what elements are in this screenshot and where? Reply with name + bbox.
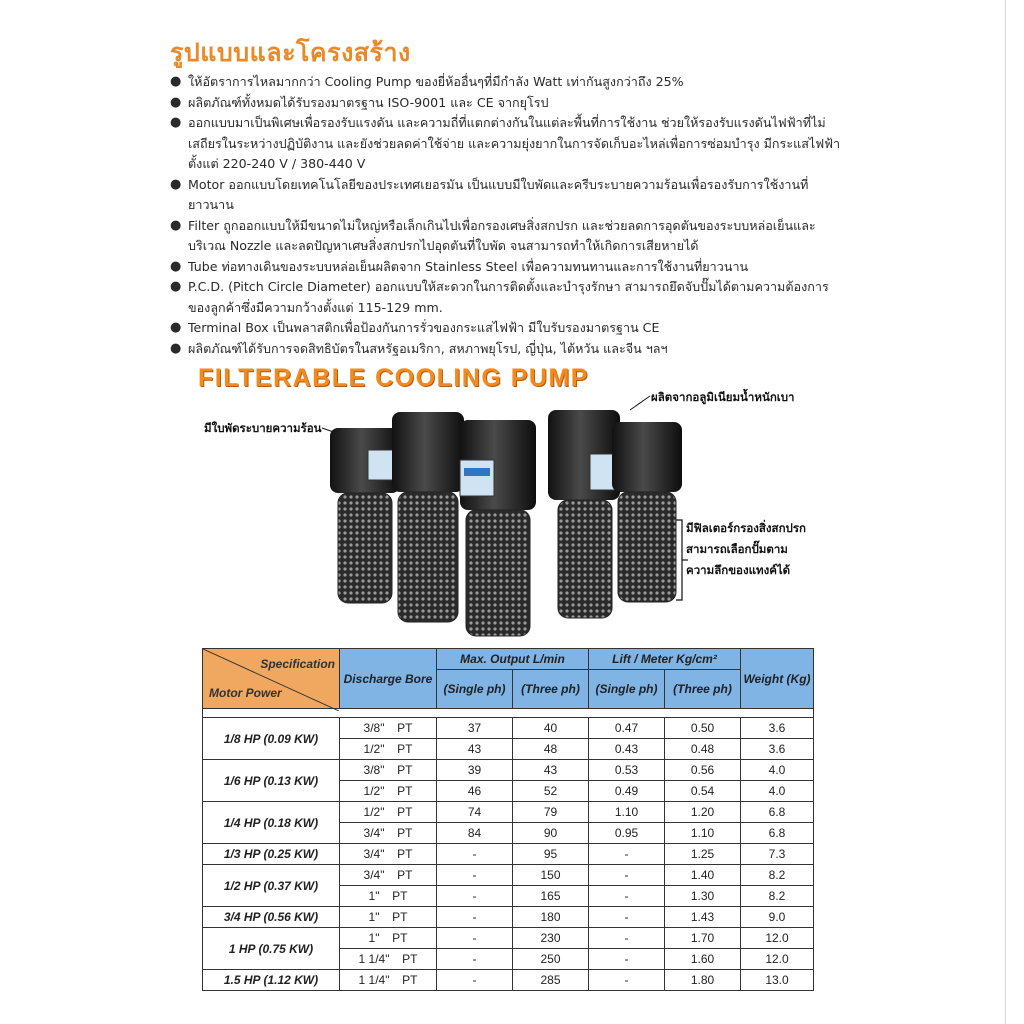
bore-cell: 1" PT — [340, 907, 437, 928]
bullet-icon: ● — [170, 74, 182, 89]
motor-power-cell: 1/2 HP (0.37 KW) — [203, 865, 340, 907]
lift-single-cell: 0.53 — [589, 760, 665, 781]
output-single-cell: - — [437, 865, 513, 886]
feature-item: ● P.C.D. (Pitch Circle Diameter) ออกแบบให้สะดวกในการติดตั้งและบำรุงรักษา สามารถยึดจับปั๊มได้ตามความต้องการของลูกค้าซึ่งมีความกว้างตั้งแต่ 115-129 mm. — [170, 279, 829, 315]
lift-three-cell: 1.30 — [665, 886, 741, 907]
lift-single-cell: - — [589, 907, 665, 928]
bore-cell: 1 1/4" PT — [340, 970, 437, 991]
output-single-cell: 43 — [437, 739, 513, 760]
pump-5 — [612, 422, 682, 602]
output-single-cell: - — [437, 949, 513, 970]
weight-cell: 8.2 — [741, 865, 814, 886]
feature-item: ● Terminal Box เป็นพลาสติกเพื่อป้องกันการรั่วของกระแสไฟฟ้า มีใบรับรองมาตรฐาน CE — [170, 318, 850, 339]
output-single-cell: - — [437, 970, 513, 991]
lift-single-cell: 0.47 — [589, 718, 665, 739]
lift-three-header: (Three ph) — [665, 670, 741, 709]
bullet-icon: ● — [170, 320, 182, 335]
weight-cell: 3.6 — [741, 718, 814, 739]
feature-item: ● Motor ออกแบบโดยเทคโนโลยีของประเทศเยอรมัน เป็นแบบมีใบพัดและครีบระบายความร้อนเพื่อรองรับการใช้งานที่ยาวนาน — [170, 176, 809, 212]
lift-single-cell: - — [589, 928, 665, 949]
lift-single-cell: 0.95 — [589, 823, 665, 844]
table-row — [203, 865, 814, 886]
output-three-cell: 52 — [513, 781, 589, 802]
feature-item: ● ผลิตภัณฑ์ทั้งหมดได้รับรองมาตรฐาน ISO-9001 และ CE จากยุโรป — [170, 93, 850, 114]
bore-cell: 1" PT — [340, 886, 437, 907]
output-single-cell: - — [437, 844, 513, 865]
weight-cell: 8.2 — [741, 886, 814, 907]
bore-cell: 3/8" PT — [340, 760, 437, 781]
weight-cell: 13.0 — [741, 970, 814, 991]
feature-item: ● ให้อัตราการไหลมากกว่า Cooling Pump ของยี่ห้ออื่นๆที่มีกำลัง Watt เท่ากันสูงกว่าถึง 25% — [170, 72, 850, 93]
bore-cell: 3/8" PT — [340, 718, 437, 739]
weight-cell: 6.8 — [741, 802, 814, 823]
table-row — [203, 802, 814, 823]
output-three-cell: 285 — [513, 970, 589, 991]
output-single-cell: - — [437, 928, 513, 949]
lift-three-cell: 1.40 — [665, 865, 741, 886]
discharge-header: Discharge Bore — [340, 649, 437, 709]
motor-power-cell: 1/8 HP (0.09 KW) — [203, 718, 340, 760]
output-three-cell: 180 — [513, 907, 589, 928]
feature-item: ● ออกแบบมาเป็นพิเศษเพื่อรองรับแรงดัน และความถี่ที่แตกต่างกันในแต่ละพื้นที่การใช้งาน ช่วยให้รองรับแรงดันไฟฟ้าที่ไม่เสถียรในระหว่างปฏิบัติงาน และยังช่วยลดค่าใช้จ่าย และความยุ่งยากในการจัดเก็บอะไหล่เพื่อการซ่อมบำรุง มีกระแสไฟฟ้าตั้งแต่ 220-240 V / 380-440 V — [170, 115, 841, 171]
output-single-cell: 74 — [437, 802, 513, 823]
output-three-cell: 165 — [513, 886, 589, 907]
motor-power-cell: 1 HP (0.75 KW) — [203, 928, 340, 970]
bore-cell: 1" PT — [340, 928, 437, 949]
output-three-cell: 90 — [513, 823, 589, 844]
lift-three-cell: 1.70 — [665, 928, 741, 949]
feature-item: ● Tube ท่อทางเดินของระบบหล่อเย็นผลิตจาก Stainless Steel เพื่อความทนทานและการใช้งานที่ยาวนาน — [170, 257, 850, 278]
lift-single-cell: 0.49 — [589, 781, 665, 802]
output-single-cell: 37 — [437, 718, 513, 739]
motor-power-cell: 1/4 HP (0.18 KW) — [203, 802, 340, 844]
bullet-icon: ● — [170, 94, 182, 110]
spec-table — [202, 648, 814, 991]
section-title: รูปแบบและโครงสร้าง — [170, 38, 411, 67]
feature-item: ● ผลิตภัณฑ์ได้รับการจดสิทธิบัตรในสหรัฐอเมริกา, สหภาพยุโรป, ญี่ปุ่น, ไต้หวัน และจีน ฯลฯ — [170, 339, 850, 360]
bore-cell: 3/4" PT — [340, 823, 437, 844]
lift-single-header: (Single ph) — [589, 670, 665, 709]
weight-cell: 12.0 — [741, 949, 814, 970]
bullet-icon: ● — [170, 217, 182, 233]
output-three-cell: 48 — [513, 739, 589, 760]
bore-cell: 3/4" PT — [340, 865, 437, 886]
output-single-header: (Single ph) — [437, 670, 513, 709]
motor-power-cell: 3/4 HP (0.56 KW) — [203, 907, 340, 928]
motor-power-cell: 1/3 HP (0.25 KW) — [203, 844, 340, 865]
pump-4 — [548, 410, 622, 618]
output-header: Max. Output L/min — [437, 649, 589, 670]
lift-single-cell: - — [589, 844, 665, 865]
output-three-header: (Three ph) — [513, 670, 589, 709]
corner-spec-label: Specification — [260, 657, 335, 671]
lift-three-cell: 1.25 — [665, 844, 741, 865]
output-three-cell: 150 — [513, 865, 589, 886]
bore-cell: 1/2" PT — [340, 739, 437, 760]
lift-three-cell: 1.60 — [665, 949, 741, 970]
filter-annotation-line: สามารถเลือกปั๊มตาม — [686, 542, 788, 556]
lift-three-cell: 1.43 — [665, 907, 741, 928]
weight-cell: 9.0 — [741, 907, 814, 928]
bullet-icon: ● — [170, 115, 182, 130]
pump-illustration — [300, 398, 700, 638]
bore-cell: 1 1/4" PT — [340, 949, 437, 970]
motor-power-cell: 1.5 HP (1.12 KW) — [203, 970, 340, 991]
filter-annotation-line: ความลึกของแทงค์ได้ — [686, 563, 791, 577]
table-row — [203, 718, 814, 739]
weight-cell: 12.0 — [741, 928, 814, 949]
feature-item: ● Filter ถูกออกแบบให้มีขนาดไม่ใหญ่หรือเล็กเกินไปเพื่อกรองเศษสิ่งสกปรก และช่วยลดการอุดตันของระบบหล่อเย็นและบริเวณ Nozzle และลดปัญหาเศษสิ่งสกปรกไปอุดตันที่ใบพัด จนสามารถทำให้เกิดการเสียหายได้ — [170, 217, 816, 253]
bullet-icon: ● — [170, 340, 182, 356]
lift-three-cell: 1.80 — [665, 970, 741, 991]
table-row — [203, 844, 814, 865]
output-three-cell: 79 — [513, 802, 589, 823]
output-three-cell: 230 — [513, 928, 589, 949]
weight-cell: 3.6 — [741, 739, 814, 760]
lift-single-cell: - — [589, 949, 665, 970]
output-three-cell: 250 — [513, 949, 589, 970]
bore-cell: 3/4" PT — [340, 844, 437, 865]
table-row — [203, 760, 814, 781]
table-row — [203, 928, 814, 949]
weight-cell: 4.0 — [741, 760, 814, 781]
output-single-cell: - — [437, 886, 513, 907]
lift-three-cell: 1.20 — [665, 802, 741, 823]
bullet-icon: ● — [170, 176, 182, 192]
output-single-cell: 84 — [437, 823, 513, 844]
bullet-icon: ● — [170, 258, 182, 274]
output-single-cell: - — [437, 907, 513, 928]
fan-annotation: มีใบพัดระบายความร้อน — [204, 421, 322, 435]
lift-three-cell: 1.10 — [665, 823, 741, 844]
bore-cell: 1/2" PT — [340, 802, 437, 823]
lift-single-cell: 1.10 — [589, 802, 665, 823]
pump-3 — [460, 420, 536, 636]
lift-single-cell: - — [589, 970, 665, 991]
corner-cell — [203, 649, 340, 709]
table-row — [203, 907, 814, 928]
lift-three-cell: 0.48 — [665, 739, 741, 760]
output-three-cell: 40 — [513, 718, 589, 739]
bore-cell: 1/2" PT — [340, 781, 437, 802]
pump-1 — [330, 428, 400, 603]
lift-three-cell: 0.54 — [665, 781, 741, 802]
pump-2 — [392, 412, 464, 622]
lift-single-cell: - — [589, 886, 665, 907]
output-single-cell: 39 — [437, 760, 513, 781]
lift-single-cell: - — [589, 865, 665, 886]
bullet-icon: ● — [170, 279, 182, 294]
weight-cell: 6.8 — [741, 823, 814, 844]
weight-cell: 4.0 — [741, 781, 814, 802]
lift-three-cell: 0.50 — [665, 718, 741, 739]
product-title: FILTERABLE COOLING PUMP — [198, 364, 589, 392]
table-row — [203, 970, 814, 991]
output-three-cell: 43 — [513, 760, 589, 781]
output-three-cell: 95 — [513, 844, 589, 865]
lift-single-cell: 0.43 — [589, 739, 665, 760]
motor-power-cell: 1/6 HP (0.13 KW) — [203, 760, 340, 802]
weight-header: Weight (Kg) — [741, 649, 814, 709]
table-header-row — [203, 649, 814, 670]
output-single-cell: 46 — [437, 781, 513, 802]
lift-three-cell: 0.56 — [665, 760, 741, 781]
corner-motor-label: Motor Power — [209, 686, 282, 700]
filter-annotation-line: มีฟิลเตอร์กรองสิ่งสกปรก — [686, 521, 806, 535]
lift-header: Lift / Meter Kg/cm² — [589, 649, 741, 670]
weight-cell: 7.3 — [741, 844, 814, 865]
aluminum-annotation: ผลิตจากอลูมิเนียมน้ำหนักเบา — [651, 390, 795, 404]
